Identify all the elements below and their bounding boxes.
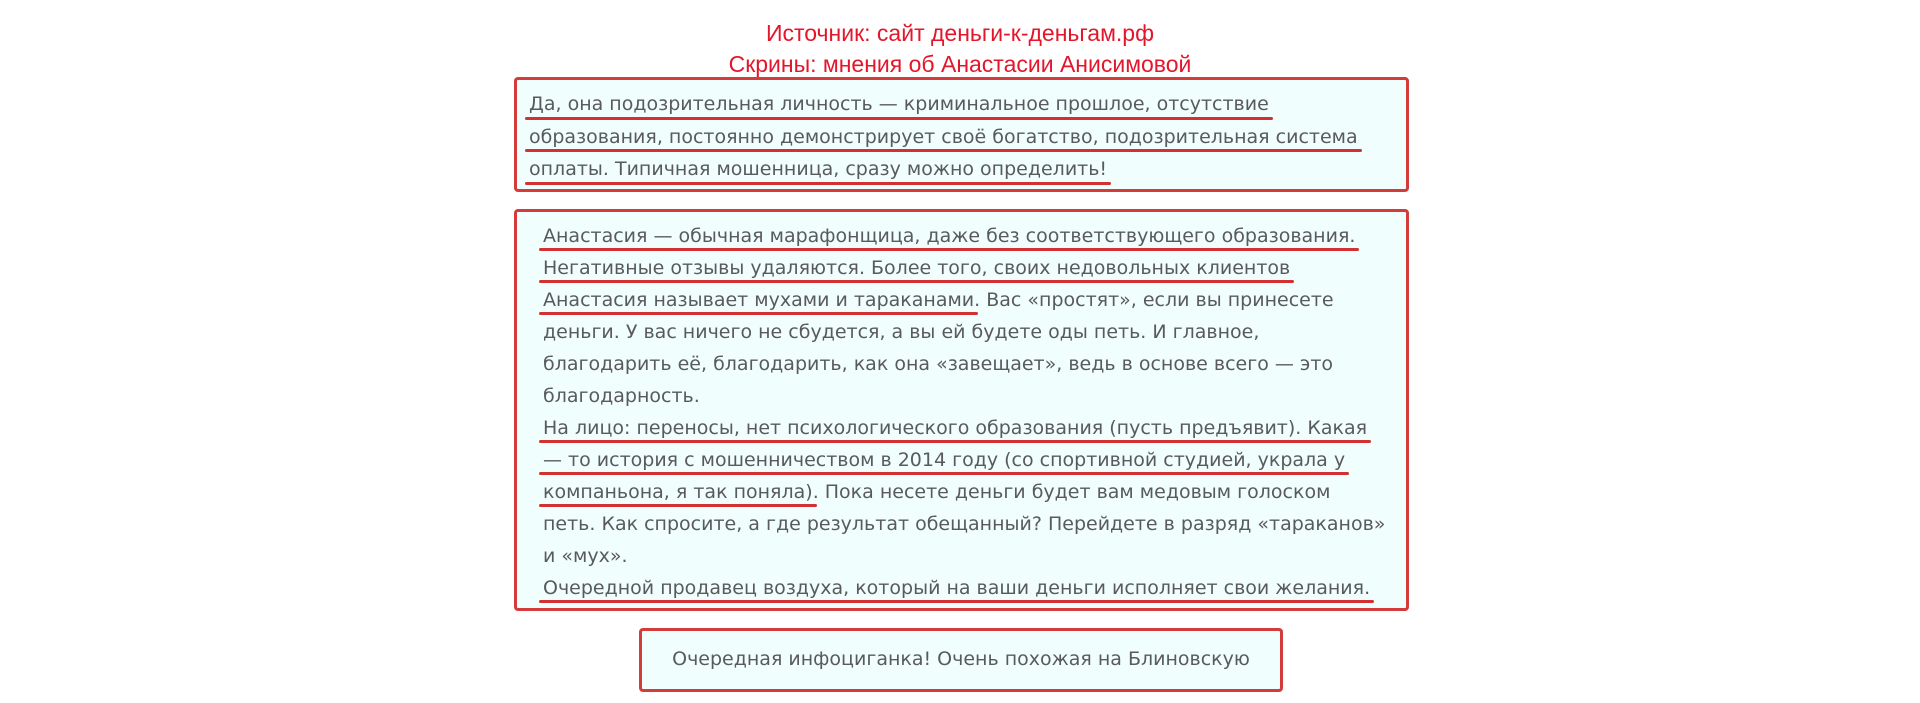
review-card-1 bbox=[514, 77, 1409, 192]
review-2-line-2: Негативные отзывы удаляются. Более того, своих недовольных клиентов bbox=[543, 252, 1290, 284]
review-2-line-9-rest: . Пока несете деньги будет вам медовым голоском bbox=[812, 481, 1331, 503]
review-3-text: Очередная инфоциганка! Очень похожая на Блиновскую bbox=[672, 648, 1250, 670]
review-1-line-3: оплаты. Типичная мошенница, сразу можно определить! bbox=[529, 153, 1107, 186]
source-line: Источник: сайт деньги-к-деньгам.рф bbox=[765, 20, 1155, 46]
review-2-line-11: и «мух». bbox=[543, 545, 628, 567]
review-2-line-3-rest: . Вас «простят», если вы принесете bbox=[974, 289, 1334, 311]
review-2-line-1: Анастасия — обычная марафонщица, даже без соответствующего образования. bbox=[543, 220, 1355, 252]
subtitle-line: Скрины: мнения об Анастасии Анисимовой bbox=[728, 51, 1192, 77]
review-2-line-8: — то история с мошенничеством в 2014 году (со спортивной студией, украла у bbox=[543, 444, 1345, 476]
review-card-3 bbox=[639, 628, 1283, 692]
review-1-line-1: Да, она подозрительная личность — криминальное прошлое, отсутствие bbox=[529, 88, 1269, 121]
review-2-line-3-underlined: Анастасия называет мухами и тараканами bbox=[543, 284, 974, 316]
review-1-line-2: образования, постоянно демонстрирует своё богатство, подозрительная система bbox=[529, 121, 1358, 154]
review-card-2 bbox=[514, 209, 1409, 611]
review-2-line-12: Очередной продавец воздуха, который на ваши деньги исполняет свои желания. bbox=[543, 572, 1370, 604]
review-2-line-10: петь. Как спросите, а где результат обещанный? Перейдете в разряд «тараканов» bbox=[543, 513, 1386, 535]
review-2-line-4: деньги. У вас ничего не сбудется, а вы ей будете оды петь. И главное, bbox=[543, 321, 1260, 343]
review-2-line-7: На лицо: переносы, нет психологического образования (пусть предъявит). Какая bbox=[543, 412, 1367, 444]
review-2-line-5: благодарить её, благодарить, как она «завещает», ведь в основе всего — это bbox=[543, 353, 1334, 375]
source-header bbox=[0, 18, 1920, 80]
review-2-line-6: благодарность. bbox=[543, 385, 700, 407]
review-2-line-9-underlined: компаньона, я так поняла) bbox=[543, 476, 813, 508]
